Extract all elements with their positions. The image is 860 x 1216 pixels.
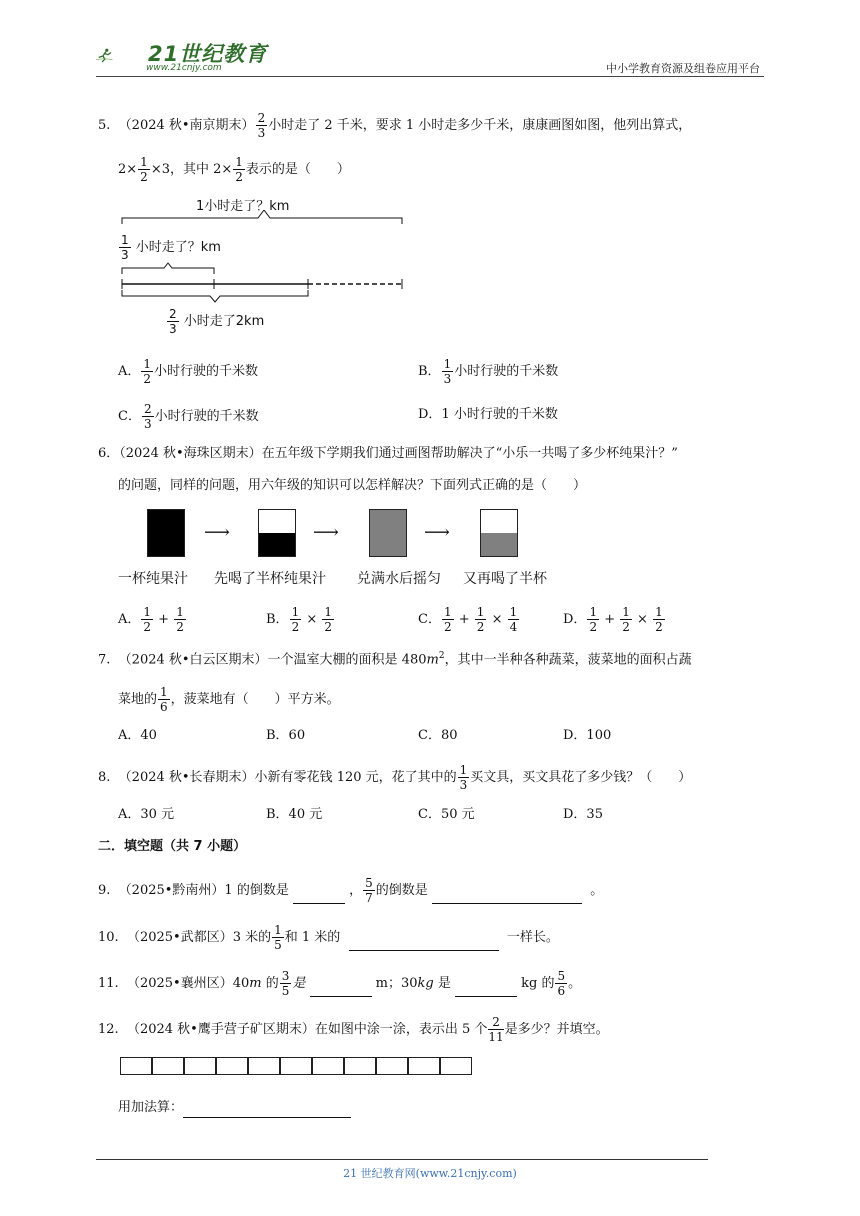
logo-text: 21世纪教育 (148, 42, 268, 66)
q11-line: 11. （2025•襄州区）40m 的 $\frac{3}{5}$ 是 m；30kg 是 kg 的 $\frac{5}{6}$ 。 (98, 969, 582, 998)
grid-cell[interactable] (120, 1057, 152, 1075)
q7-option-c[interactable]: C．80 (418, 728, 458, 743)
q5-option-a[interactable]: A． $\frac{1}{2}$ 小时行驶的千米数 (118, 357, 259, 386)
q8-option-c[interactable]: C．50 元 (418, 807, 475, 822)
diagram-mid-label: $\frac{1}{3}$ 小时走了？km (121, 233, 221, 262)
q7-option-b[interactable]: B．60 (266, 728, 306, 743)
caption-cup-2: 先喝了半杯纯果汁 (214, 571, 326, 587)
q6-option-a[interactable]: A． $\frac{1}{2}$ + $\frac{1}{2}$ (118, 605, 184, 634)
q5-option-c[interactable]: C． $\frac{2}{3}$ 小时行驶的千米数 (118, 402, 259, 431)
q9-blank-2[interactable] (432, 889, 582, 904)
logo-url: www.21cnjy.com (146, 63, 222, 73)
q6-line1: 6．（2024 秋•海珠区期末）在五年级下学期我们通过画图帮助解决了“小乐一共喝了多少杯纯果汁？” (98, 446, 678, 461)
q11-blank-1[interactable] (310, 982, 372, 997)
caption-cup-1: 一杯纯果汁 (118, 571, 188, 587)
diagram-bottom-label: $\frac{2}{3}$ 小时走了2km (169, 307, 265, 336)
grid-cell[interactable] (312, 1057, 344, 1075)
q7-line2: 菜地的 $\frac{1}{6}$ ，菠菜地有（ ）平方米。 (118, 685, 340, 714)
arrow-icon: ⟶ (424, 522, 450, 543)
arrow-icon: ⟶ (204, 522, 230, 543)
q5-option-b[interactable]: B． $\frac{1}{3}$ 小时行驶的千米数 (418, 357, 559, 386)
q5-line2: 2× $\frac{1}{2}$ ×3，其中 2× $\frac{1}{2}$ 表示的是（ ） (118, 155, 350, 184)
q6-option-b[interactable]: B． $\frac{1}{2}$ × $\frac{1}{2}$ (266, 605, 333, 634)
grid-cell[interactable] (408, 1057, 440, 1075)
grid-cell[interactable] (152, 1057, 184, 1075)
q5-line1: 5. （2024 秋•南京期末） $\frac{2}{3}$ 小时走了 2 千米，要求 1 小时走多少千米，康康画图如图，他列出算式， (98, 111, 692, 140)
grid-cell[interactable] (280, 1057, 312, 1075)
q12-add-label: 用加法算： (118, 1098, 351, 1118)
grid-cell[interactable] (440, 1057, 472, 1075)
q6-option-d[interactable]: D． $\frac{1}{2}$ + $\frac{1}{2}$ × $\frac{1}{2}$ (563, 605, 663, 634)
q7-option-a[interactable]: A．40 (118, 728, 157, 743)
grid-cell[interactable] (216, 1057, 248, 1075)
grid-cell[interactable] (344, 1057, 376, 1075)
q9-blank-1[interactable] (293, 889, 345, 904)
q8-option-b[interactable]: B．40 元 (266, 807, 323, 822)
q6-line2: 的问题，同样的问题，用六年级的知识可以怎样解决？下面列式正确的是（ ） (118, 478, 587, 493)
q8-option-a[interactable]: A．30 元 (118, 807, 175, 822)
q12-add-blank[interactable] (183, 1103, 351, 1118)
logo-runner-icon (96, 34, 150, 76)
q10-line: 10. （2025•武都区）3 米的 $\frac{1}{5}$ 和 1 米的 一样长。 (98, 923, 559, 952)
section-fill-blank-title: 二．填空题（共 7 小题） (98, 839, 247, 854)
caption-cup-4: 又再喝了半杯 (463, 571, 547, 587)
q8-option-d[interactable]: D．35 (563, 807, 603, 822)
q5-option-d[interactable]: D．1 小时行驶的千米数 (418, 407, 558, 422)
footer-divider (96, 1159, 708, 1160)
footer-text[interactable]: 21 世纪教育网(www.21cnjy.com) (343, 1167, 517, 1180)
cup-diluted-half (480, 509, 518, 557)
q9-line: 9. （2025•黔南州）1 的倒数是 ， $\frac{5}{7}$ 的倒数是 。 (98, 876, 604, 905)
caption-cup-3: 兑满水后摇匀 (357, 571, 441, 587)
cup-half-juice (258, 509, 296, 557)
q7-option-d[interactable]: D．100 (563, 728, 612, 743)
q11-blank-2[interactable] (455, 982, 517, 997)
q6-option-c[interactable]: C． $\frac{1}{2}$ + $\frac{1}{2}$ × $\frac{1}{4}$ (418, 605, 518, 634)
q8-line1: 8. （2024 秋•长春期末）小新有零花钱 120 元，花了其中的 $\frac{1}{3}$ 买文具，买文具花了多少钱？（ ） (98, 763, 692, 792)
q10-blank[interactable] (349, 936, 499, 951)
q7-line1: 7. （2024 秋•白云区期末）一个温室大棚的面积是 $480m^2$，其中一半种各种蔬菜，菠菜地的面积占蔬 (98, 651, 692, 668)
grid-cell[interactable] (184, 1057, 216, 1075)
cup-full-juice (147, 509, 185, 557)
diagram-top-label: 1小时走了？km (196, 199, 290, 214)
cup-diluted-full (369, 509, 407, 557)
header-divider (96, 76, 764, 77)
header-platform-text: 中小学教育资源及组卷应用平台 (606, 62, 760, 75)
grid-cell[interactable] (376, 1057, 408, 1075)
grid-cell[interactable] (248, 1057, 280, 1075)
arrow-icon: ⟶ (313, 522, 339, 543)
q12-line: 12. （2024 秋•鹰手营子矿区期末）在如图中涂一涂，表示出 5 个 $\frac{2}{11}$ 是多少？并填空。 (98, 1015, 609, 1044)
